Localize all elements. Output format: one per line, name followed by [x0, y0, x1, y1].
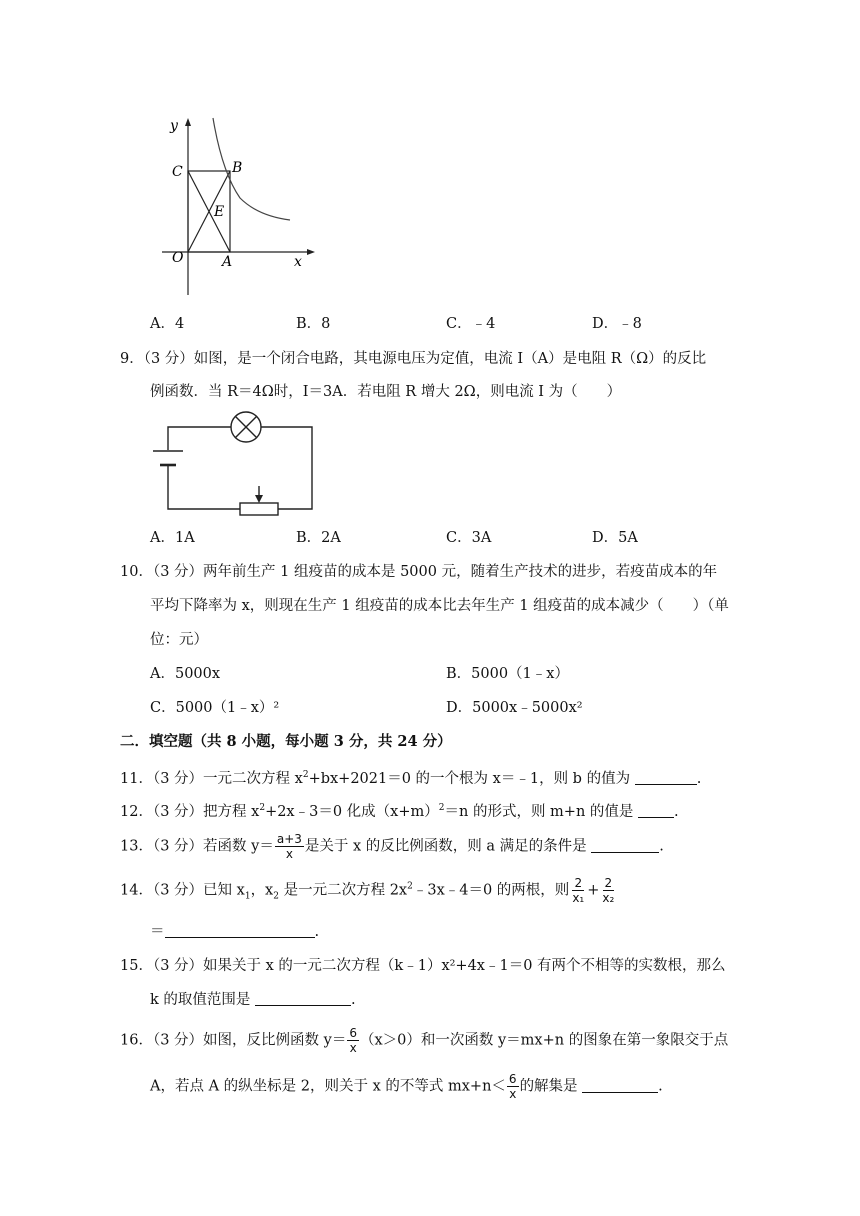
q14-exp: 2 [407, 881, 413, 892]
x-axis-arrow [307, 249, 315, 255]
circuit-wire-right [261, 427, 312, 509]
q14-fraction-1 [570, 876, 586, 905]
q12 [120, 798, 679, 822]
q16-numerator-2: 6 [508, 1072, 517, 1086]
rheostat-arrow [255, 495, 263, 503]
q8-option-b: B．8 [296, 316, 331, 332]
q14-denominator-1: x₁ [572, 891, 585, 905]
q14-comma: ，x [250, 882, 274, 899]
q9-option-d: D．5A [592, 530, 638, 546]
section-2-heading: 二．填空题（共 8 小题，每小题 3 分，共 24 分） [120, 733, 452, 750]
q13-numerator: a+3 [276, 832, 302, 846]
q11-mid: +bx+2021＝0 的一个根为 x＝﹣1，则 b 的值为 [308, 770, 635, 787]
q16-answer-blank[interactable] [582, 1078, 658, 1093]
q8-option-c: C．﹣4 [446, 316, 496, 332]
rheostat-icon [240, 503, 278, 515]
q14-fraction-2 [600, 876, 616, 905]
q16-fraction-2 [507, 1072, 519, 1101]
q10-line3: 位：元） [150, 632, 208, 648]
q14 [120, 876, 617, 906]
q14-equals: ＝ [150, 924, 165, 940]
q14-sub1: 1 [244, 891, 251, 902]
circuit-wire [168, 427, 231, 450]
label-O: O [172, 250, 184, 266]
q10-line2: 平均下降率为 x，则现在生产 1 组疫苗的成本比去年生产 1 组疫苗的成本减少（ ）（单 [150, 598, 729, 614]
q13-mid: 是关于 x 的反比例函数，则 a 满足的条件是 [304, 838, 592, 855]
q11-answer-blank[interactable] [635, 770, 697, 785]
q12-exp2: 2 [438, 803, 445, 813]
q13-pre: 13．（3 分）若函数 y＝ [120, 838, 274, 855]
q10-line1: 10．（3 分）两年前生产 1 组疫苗的成本是 5000 元，随着生产技术的进步，若疫苗成本的年 [120, 564, 718, 580]
q16-numerator-1: 6 [349, 1026, 357, 1040]
hyperbola-curve [213, 118, 290, 220]
q16-line1 [120, 1026, 728, 1055]
q10-option-c: C．5000（1﹣x）² [150, 700, 280, 716]
q14-mid: 是一元二次方程 2x [278, 882, 408, 899]
label-C: C [172, 164, 183, 180]
q16-line2-pre: A，若点 A 的纵坐标是 2，则关于 x 的不等式 mx+n＜ [150, 1078, 506, 1095]
q16-denominator-1: x [349, 1041, 357, 1055]
q9-option-a: A．1A [150, 530, 195, 546]
q16-pre: 16．（3 分）如图，反比例函数 y＝ [120, 1032, 347, 1049]
q12-exp1: 2 [259, 803, 266, 813]
q14-denominator-2: x₂ [602, 891, 615, 905]
q15-pre: k 的取值范围是 [150, 992, 256, 1008]
q11-exp: 2 [302, 770, 309, 780]
q12-answer-blank[interactable] [638, 803, 674, 818]
q11-end: . [696, 770, 702, 787]
q15-answer-blank[interactable] [255, 991, 351, 1006]
label-B: B [232, 160, 243, 176]
q16-line2 [150, 1072, 663, 1101]
q16-line2-mid: 的解集是 [519, 1078, 583, 1095]
q9-option-c: C．3A [446, 530, 492, 546]
q14-end: . [314, 924, 320, 940]
circuit-wire-bottom [168, 466, 240, 509]
q12-end: . [674, 803, 679, 820]
q8-option-d: D．﹣8 [592, 316, 642, 332]
q16-end: . [658, 1078, 663, 1095]
q16-denominator-2: x [509, 1087, 517, 1101]
q14-numerator-2: 2 [604, 876, 613, 890]
q14-mid2: ﹣3x﹣4＝0 的两根，则 [412, 882, 570, 899]
label-x: x [294, 254, 302, 270]
q15-line1: 15．（3 分）如果关于 x 的一元二次方程（k﹣1）x²+4x﹣1＝0 有两个不相等的实数根，那么 [120, 958, 726, 974]
q13-fraction [275, 832, 304, 861]
q9-line1: 9．（3 分）如图，是一个闭合电路，其电源电压为定值，电流 I（A）是电阻 R（Ω）的反比 [120, 351, 707, 367]
q16-mid: （x＞0）和一次函数 y＝mx+n 的图象在第一象限交于点 [359, 1032, 729, 1049]
q13-answer-blank[interactable] [591, 838, 659, 853]
q14-line2 [150, 922, 319, 942]
q9-option-b: B．2A [296, 530, 341, 546]
q10-option-a: A．5000x [150, 666, 221, 682]
q13 [120, 832, 664, 861]
q16-fraction-1 [347, 1026, 359, 1055]
q14-numerator-1: 2 [574, 876, 583, 890]
q12-mid2: ＝n 的形式，则 m+n 的值是 [444, 803, 639, 820]
q10-option-d: D．5000x﹣5000x² [446, 700, 583, 716]
coordinate-figure [150, 110, 320, 300]
y-axis-arrow [185, 118, 191, 126]
q15-line2 [150, 990, 356, 1010]
label-E: E [214, 204, 225, 220]
q14-pre: 14．（3 分）已知 x [120, 882, 245, 899]
q13-denominator: x [285, 847, 293, 861]
circuit-diagram [148, 410, 320, 520]
q11 [120, 765, 701, 789]
q8-option-a: A．4 [150, 316, 185, 332]
q11-pre: 11．（3 分）一元二次方程 x [120, 770, 303, 787]
q15-end: . [351, 992, 356, 1008]
q14-answer-blank[interactable] [165, 923, 315, 938]
q12-mid: +2x﹣3＝0 化成（x+m） [265, 803, 439, 820]
q9-line2: 例函数．当 R＝4Ω时，I＝3A．若电阻 R 增大 2Ω，则电流 I 为（ ） [150, 384, 622, 400]
q14-plus: + [587, 882, 600, 899]
label-A: A [222, 254, 233, 270]
q12-pre: 12．（3 分）把方程 x [120, 803, 260, 820]
q10-option-b: B．5000（1﹣x） [446, 666, 569, 682]
label-y: y [170, 118, 178, 134]
q13-end: . [659, 838, 664, 855]
q14-sub2: 2 [273, 891, 279, 902]
